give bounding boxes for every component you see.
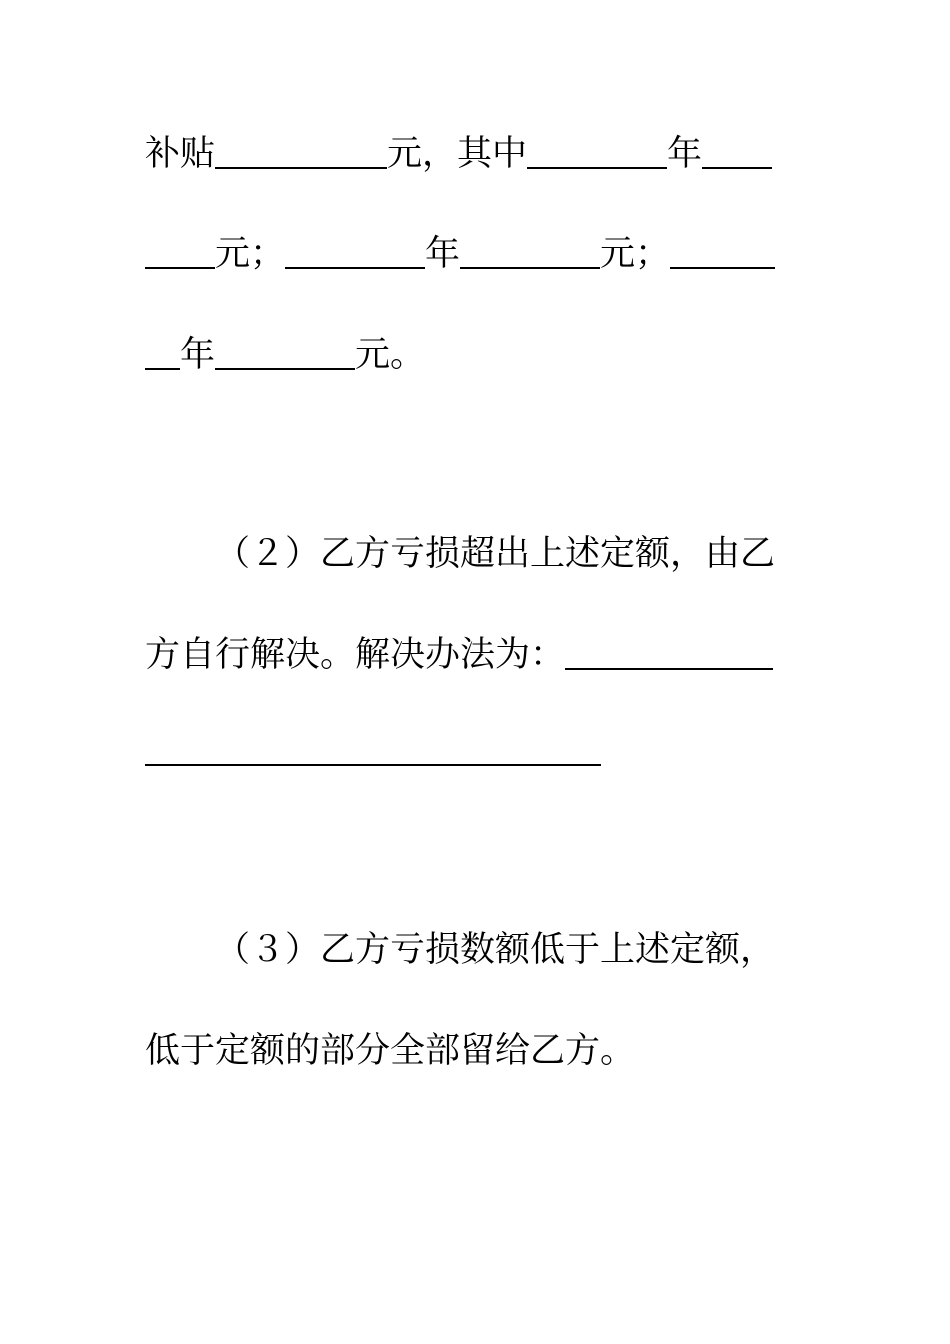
- solution-blank-part2[interactable]: [145, 764, 601, 766]
- clause-3-text-2: 低于定额的部分全部留给乙方。: [145, 1031, 636, 1071]
- amount-1-blank-part1[interactable]: [702, 137, 772, 169]
- clause-3-line-2: [145, 1029, 785, 1073]
- clause-2-text-1: （２）乙方亏损超出上述定额，由乙: [215, 534, 776, 574]
- yuan-label-1: 元；: [215, 234, 286, 274]
- year-2-blank[interactable]: [285, 237, 425, 269]
- yuan-end-label: 元。: [355, 335, 426, 375]
- subsidy-total-blank[interactable]: [215, 137, 387, 169]
- yuan-among-label: 元，其中: [387, 134, 528, 174]
- subsidy-label: 补贴: [145, 134, 216, 174]
- clause-3-text-1: （３）乙方亏损数额低于上述定额，: [215, 930, 776, 970]
- amount-1-blank-part2[interactable]: [145, 237, 215, 269]
- subsidy-line-3: [145, 333, 785, 377]
- year-label-2: 年: [425, 234, 461, 274]
- yuan-label-2: 元；: [600, 234, 671, 274]
- year-1-blank[interactable]: [527, 137, 667, 169]
- year-3-blank-part2[interactable]: [145, 338, 180, 370]
- clause-2-line-2: [145, 633, 785, 677]
- clause-2-line-1: [215, 532, 855, 576]
- year-label-1: 年: [667, 134, 703, 174]
- clause-2-text-2: 方自行解决。解决办法为：: [145, 635, 566, 675]
- year-3-blank-part1[interactable]: [670, 237, 775, 269]
- amount-2-blank[interactable]: [460, 237, 600, 269]
- year-label-3: 年: [180, 335, 216, 375]
- subsidy-line-1: [145, 132, 785, 176]
- amount-3-blank[interactable]: [215, 338, 355, 370]
- subsidy-line-2: [145, 232, 785, 276]
- clause-3-line-1: [215, 928, 855, 972]
- solution-blank-part1[interactable]: [565, 638, 773, 670]
